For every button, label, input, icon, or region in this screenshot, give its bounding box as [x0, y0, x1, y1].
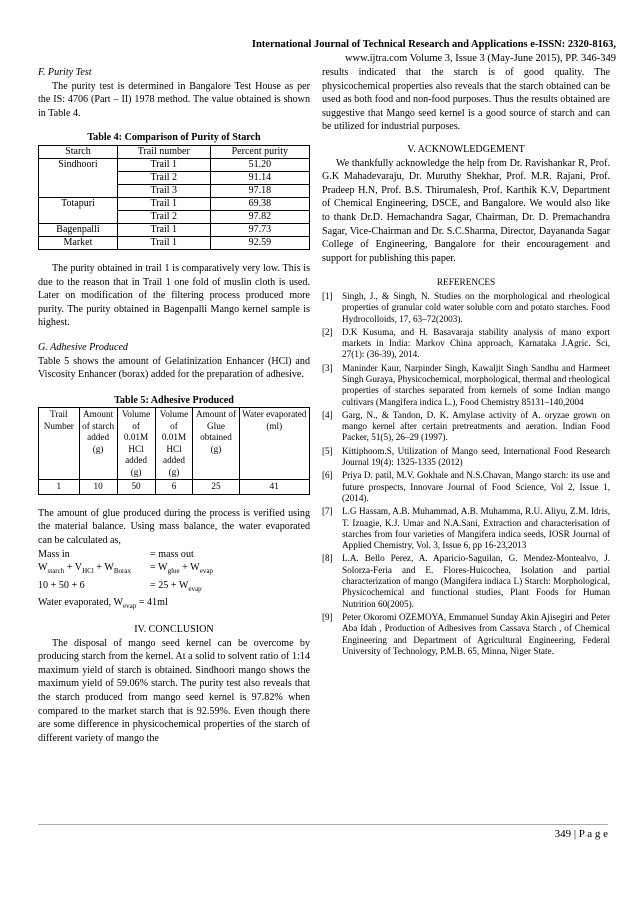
mass-balance-paragraph: The amount of glue produced during the process is verified using the material balance. Using mass balance, the water evaporated can be calculated as, [38, 507, 310, 546]
table-row [39, 197, 310, 210]
list-item: [4] Garg, N., & Tandon, D. K. Amylase activity of A. oryzae grown on mango kernel after certain pretreatments and aeration. Indian Food Packer, 51(5), 26–29 (1997). [322, 409, 610, 443]
table4-col-trail: Trail number [117, 145, 210, 158]
table4 [38, 145, 310, 250]
table4-col-purity: Percent purity [210, 145, 309, 158]
table5-cell: 1 [39, 480, 80, 495]
table4-cell-trail: Trail 1 [117, 197, 210, 210]
table4-cell-purity: 92.59 [210, 236, 309, 249]
table4-header [39, 145, 310, 158]
references-heading: REFERENCES [436, 278, 496, 289]
table4-cell-purity: 69.38 [210, 197, 309, 210]
volume-info: www.ijtra.com Volume 3, Issue 3 (May-June 2015), PP. 346-349 [344, 53, 616, 64]
table-row [39, 236, 310, 249]
right-column [322, 66, 610, 659]
conclusion-heading: IV. CONCLUSION [134, 624, 214, 636]
table5-cell: 41 [239, 480, 309, 495]
table5-caption: Table 5: Adhesive Produced [114, 394, 234, 406]
equation-1-left: Mass in [38, 548, 70, 560]
acknowledgement-heading: V. ACKNOWLEDGEMENT [407, 143, 525, 155]
table5-col-hcl-2: Volume of 0.01M HCl added (g) [155, 408, 193, 480]
table4-cell-purity: 97.82 [210, 210, 309, 223]
equation-3-left: 10 + 50 + 6 [38, 579, 85, 591]
table4-cell-trail: Trail 1 [117, 223, 210, 236]
purity-heading: F. Purity Test [38, 67, 92, 78]
list-item: [8] L.A. Bello Perez, A. Aparicio-Saguilan, G. Mendez-Montealvo, J. Solorza-Feria and E. Flores-Huicochea, Isolation and partial characterization of mango (Mangifera indiaca L) Starch: Morphological, Physicochemical and functional studies, Plant Foods for Human Nutrition 60(2005). [322, 553, 610, 609]
list-item: [6] Priya D. patil, M.V. Gokhale and N.S.Chavan, Mango starch: its use and future prospects, Innovare Journal of Food Science, Vol 2, Issue 1, (2014). [322, 470, 610, 503]
adhesive-paragraph: Table 5 shows the amount of Gelatinization Enhancer (HCl) and Viscosity Enhancer (borax) added for the preparation of adhesive. [38, 355, 310, 381]
references-list [322, 291, 610, 657]
table5-header [39, 408, 310, 480]
table4-cell-starch: Market [39, 236, 118, 249]
table5-col-starch: Amount of starch added (g) [79, 408, 117, 480]
table5 [38, 407, 310, 495]
table5-cell: 10 [79, 480, 117, 495]
table4-cell-starch: Totapuri [39, 197, 118, 223]
table4-cell-purity: 91.14 [210, 171, 309, 184]
table-row [39, 158, 310, 171]
conclusion-paragraph: The disposal of mango seed kernel can be overcome by producing starch from the kernel. At a solid to solvent ratio of 1:14 maximum yield of starch is obtained. Sindhoori mango shows the maximum yield of 59.06% starch. The purity test also reveals that the starch produced from mango seed kernel is 97.82% when compared to the market starch that is 92.59%. Even though there are some difference in physicochemical properties of the starch of different variety of mango the [38, 637, 310, 744]
table4-cell-starch: Sindhoori [39, 158, 118, 197]
purity-discussion: The purity obtained in trail 1 is comparatively very low. This is due to the reason that in Trail 1 one fold of muslin cloth is used. Later on modification of the filtering process produced more purity. The purity obtained in Bagenpalli Mango kernel sample is highest. [38, 262, 310, 329]
table4-cell-purity: 51.20 [210, 158, 309, 171]
table4-cell-trail: Trail 1 [117, 236, 210, 249]
table5-cell: 6 [155, 480, 193, 495]
table5-col-water: Water evaporated (ml) [239, 408, 309, 480]
table4-cell-purity: 97.18 [210, 184, 309, 197]
equation-1 [38, 548, 310, 562]
list-item: [9] Peter Okoromi OZEMOYA, Emmanuel Sunday Akin Ajisegiri and Peter Aba Idah , Production of Adhesives from Cassava Starch , of Chemical Engineering and Department of Agricultural Engineering, Federal University of Technology, P.M.B. 65, Minna, Niger State. [322, 611, 610, 656]
footer-divider [38, 824, 608, 825]
equation-3-right: = 25 + W [150, 579, 189, 591]
table4-cell-purity: 97.73 [210, 223, 309, 236]
list-item: [2] D.K Kusuma, and H. Basavaraja stability analysis of mano export markets in India: Markov China approach, Karnataka J.Agric. Sci, 27(1): (36-39), 2014. [322, 326, 610, 360]
equation-1-right: = mass out [150, 548, 194, 560]
table4-col-starch: Starch [39, 145, 118, 158]
table4-cell-starch: Bagenpalli [39, 223, 118, 236]
purity-paragraph: The purity test is determined in Bangalore Test House as per the IS: 4706 (Part – II) 1978 method. The value obtained is shown in Table 4. [38, 80, 310, 119]
conclusion-continued: results indicated that the starch is of good quality. The physicochemical properties also reveals that the starch obtained can be used as both food and non-food purposes. Thus the results obtained are suggestive that Mango seed kernel is a good source of starch and can be utilized for industrial purposes. [322, 67, 610, 133]
table5-cell: 50 [117, 480, 155, 495]
table-row [39, 223, 310, 236]
equation-2: $W_{starch} + V_{HCl} + W_{Borax}$ = $W_{glue} + W_{evap}$ [38, 562, 213, 576]
acknowledgement-paragraph: We thankfully acknowledge the help from Dr. Ravishankar R, Prof. G.K Mahadevaraju, Dr. Muruthy Shekhar, Prof. M.R. Rajani, Prof. Pradeep H.N, Prof. B.S. Thirumalesh, Prof. Karthik K.V, Department of Chemical Engineering, DSCE, and Bangalore. We would also like to thank Dr.D. Hemachandra Sagar, Chairman, Dr. D. Premachandra Sagar, Vice-Chairman and Dr. S.C.Sharma, Director, Dayananda Sagar College of Engineering, Bangalore for their encouragement and support for publishing this paper. [322, 157, 610, 264]
equation-3: 10 + 50 + 6 = $25 + W_{evap}$ [38, 579, 310, 597]
table4-cell-trail: Trail 1 [117, 158, 210, 171]
table4-caption: Table 4: Comparison of Purity of Starch [87, 132, 261, 144]
adhesive-heading: G. Adhesive Produced [38, 341, 128, 353]
list-item: [3] Maninder Kaur, Narpinder Singh, Kawaljit Singh Sandhu and Harmeet Singh Guraya, Physicochemical, morphological, thermal and rheological properties of starches separated from kernels of some Indian mango cultivars (Mangifera indica L.), Food Chemistry 85131–140,2004 [322, 362, 610, 407]
list-item: [1] Singh, J., & Singh, N. Studies on the morphological and rheological properties of granular cold water soluble corn and potato starches. Food Hydrocolloids, 17, 63–72(2003). [322, 290, 610, 324]
table4-cell-trail: Trail 3 [117, 184, 210, 197]
table5-col-trail: Trail Number [39, 408, 80, 480]
left-column [38, 66, 310, 745]
running-header [196, 38, 616, 66]
table4-cell-trail: Trail 2 [117, 171, 210, 184]
table5-cell: 25 [193, 480, 239, 495]
table4-cell-trail: Trail 2 [117, 210, 210, 223]
page-number: 349 | P a g e [554, 828, 608, 840]
list-item: [7] L.G Hassam, A.B. Muhammad, A.B. Muhamma, R.U. Aliyu, Z.M. Idris, T. Izuagie, K.J. Umar and N.A.Sani, Extraction and characterisation of starches from four varieties of Mangifera indica seeds, IOSR Journal of Applied Chemistry, Vol. 3, Issue 6, pp 16-23,2013 [322, 506, 610, 551]
equation-4: Water evaporated, $W_{evap} = 41ml$ [38, 597, 168, 611]
journal-title: International Journal of Technical Research and Applications e-ISSN: 2320-8163, [251, 39, 616, 50]
table5-col-hcl: Volume of 0.01M HCl added (g) [117, 408, 155, 480]
list-item: [5] Kittiphoom.S, Utilization of Mango seed, International Food Research Journal 19(4): 1325-1335 (2012) [322, 445, 610, 468]
table-row [39, 480, 310, 495]
table5-col-glue: Amount of Glue obtained (g) [193, 408, 239, 480]
